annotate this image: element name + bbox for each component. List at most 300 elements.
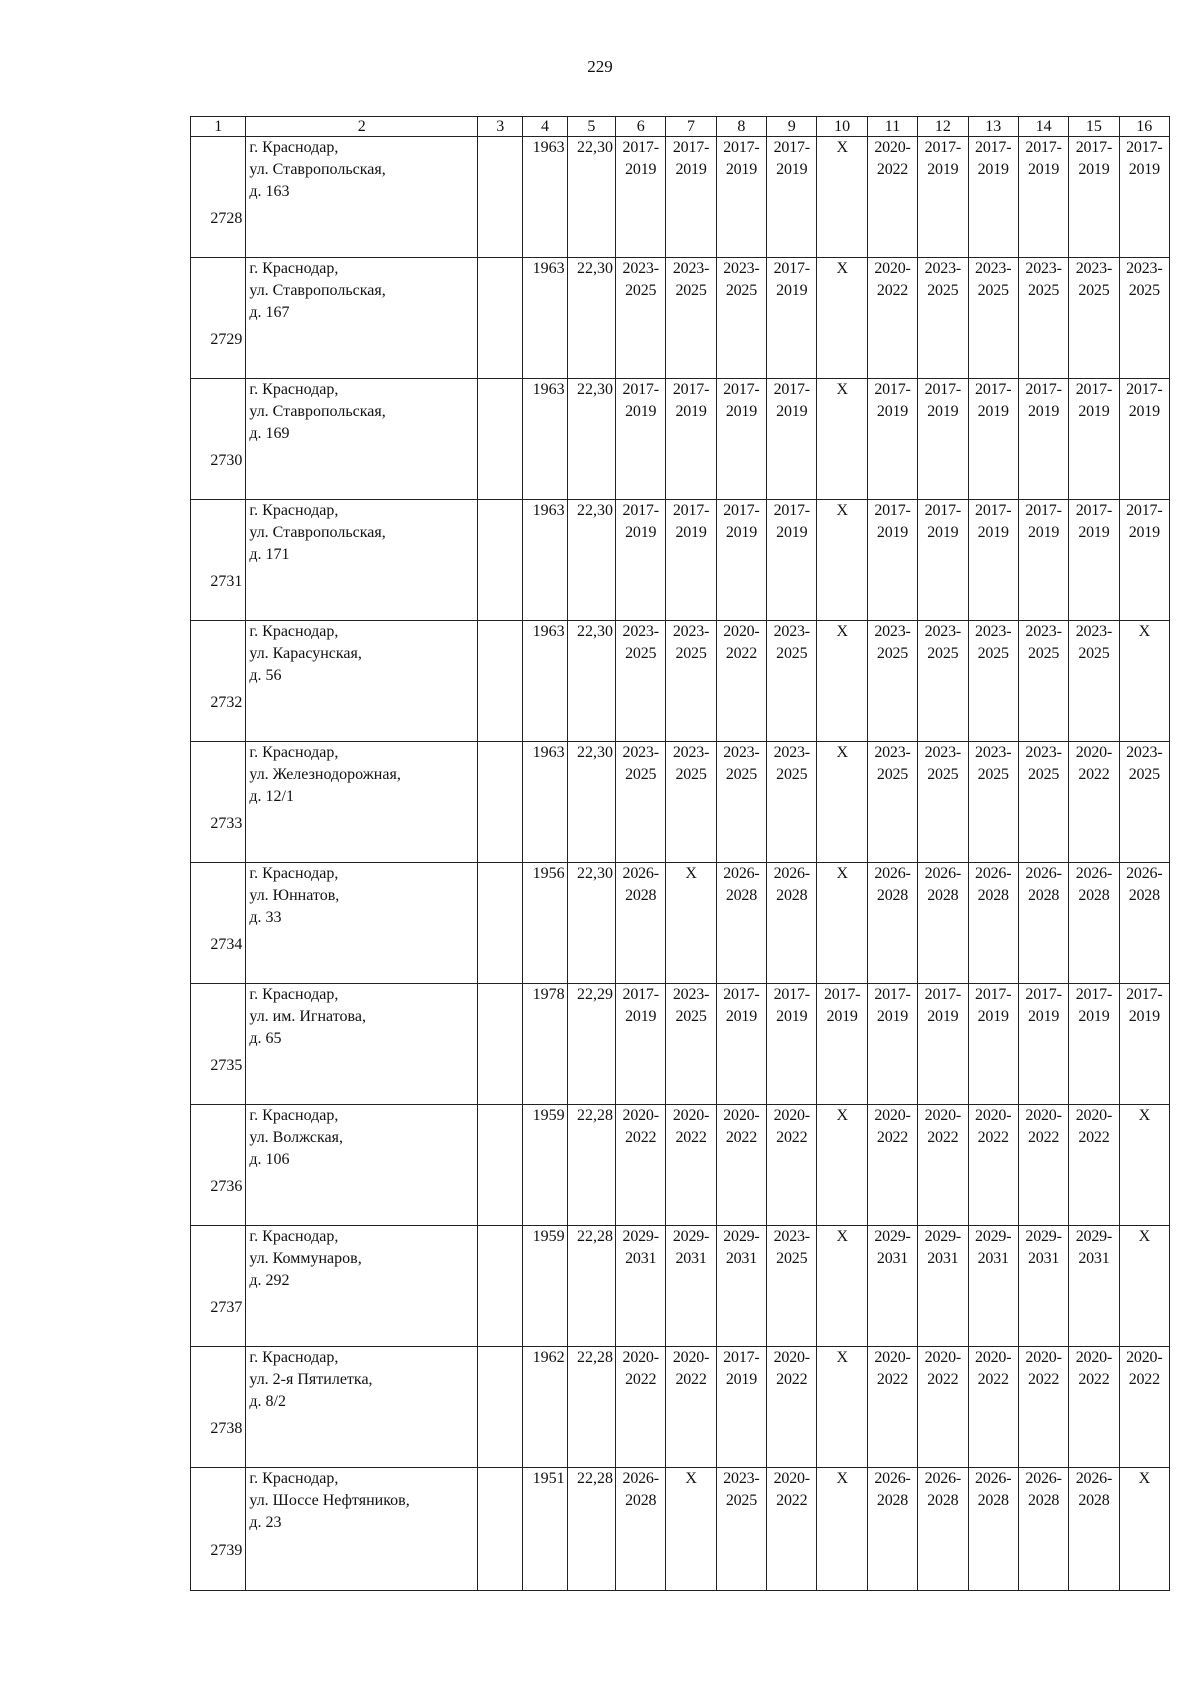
period-line: 2025 (776, 766, 808, 783)
period-cell-col-10 (817, 137, 867, 258)
period-cell-col-10 (817, 1347, 867, 1468)
period-line: 2020- (723, 623, 760, 640)
period-line: 2017- (1075, 381, 1113, 398)
period-line: 2026- (1075, 865, 1113, 882)
period-line: 2023- (874, 623, 911, 640)
column-header-3: 3 (478, 117, 523, 137)
column-3-cell (478, 742, 523, 863)
period-cell-col-8 (716, 137, 766, 258)
period-line: Х (836, 381, 848, 398)
period-line: 2031 (675, 1250, 707, 1267)
period-line: 2026- (773, 865, 810, 882)
period-line: 2017- (1126, 139, 1163, 156)
table-row (191, 863, 1170, 984)
period-cell-col-9 (767, 863, 817, 984)
period-line: 2025 (776, 1250, 808, 1267)
period-line: 2031 (725, 1250, 758, 1267)
period-line: 2023- (773, 623, 810, 640)
period-line: Х (685, 865, 697, 882)
period-line: 2017- (723, 502, 760, 519)
period-line: 2019 (826, 1008, 858, 1025)
period-line: Х (836, 1228, 848, 1245)
period-cell-col-9 (767, 379, 817, 500)
period-line: 2017- (874, 381, 911, 398)
period-cell-col-11 (867, 500, 917, 621)
period-cell-col-12 (918, 621, 968, 742)
period-cell-col-14 (1018, 1105, 1068, 1226)
period-line: 2023- (672, 623, 710, 640)
period-line: 2023- (1025, 260, 1062, 277)
period-line: 2023- (622, 744, 659, 761)
period-cell-col-13 (968, 1226, 1018, 1347)
address-line: д. 292 (249, 1272, 290, 1289)
period-line: 2017- (622, 381, 659, 398)
period-line: Х (836, 865, 848, 882)
period-line: 2022 (1078, 1129, 1110, 1146)
period-line: 2019 (725, 524, 758, 541)
address-line: д. 56 (249, 667, 282, 684)
period-cell-col-12 (918, 742, 968, 863)
period-line: 2019 (725, 403, 758, 420)
period-line: 2019 (1027, 524, 1060, 541)
period-cell-col-15 (1069, 379, 1119, 500)
period-line: 2019 (625, 524, 657, 541)
table-row (191, 1226, 1170, 1347)
address-line: г. Краснодар, (249, 1470, 339, 1487)
period-line: 2020- (723, 1107, 760, 1124)
period-line: 2019 (776, 1008, 808, 1025)
column-3-cell (478, 258, 523, 379)
period-line: 2017- (975, 502, 1012, 519)
period-line: 2017- (975, 986, 1012, 1003)
period-cell-col-7 (666, 500, 716, 621)
address-cell (246, 500, 478, 621)
period-line: 2031 (625, 1250, 657, 1267)
period-line: 2025 (1027, 282, 1060, 299)
row-number: 2729 (191, 258, 246, 379)
period-line: 2023- (723, 260, 760, 277)
period-line: 2020- (773, 1107, 810, 1124)
address-cell (246, 742, 478, 863)
period-cell-col-6 (616, 984, 666, 1105)
period-cell-col-13 (968, 1468, 1018, 1591)
address-line: г. Краснодар, (249, 502, 339, 519)
period-cell-col-14 (1018, 621, 1068, 742)
period-line: 2017- (622, 502, 659, 519)
period-cell-col-6 (616, 621, 666, 742)
period-cell-col-16 (1119, 984, 1169, 1105)
period-line: 2028 (1078, 887, 1110, 904)
period-line: 2025 (1078, 645, 1110, 662)
period-line: 2019 (776, 524, 808, 541)
period-line: 2017- (924, 502, 962, 519)
period-line: 2025 (876, 645, 909, 662)
period-cell-col-7 (666, 984, 716, 1105)
period-line: 2017- (723, 139, 760, 156)
period-line: 2022 (725, 1129, 758, 1146)
address-line: г. Краснодар, (249, 1107, 339, 1124)
period-line: 2025 (725, 1492, 758, 1509)
address-line: г. Краснодар, (249, 1228, 339, 1245)
period-line: 2029- (622, 1228, 659, 1245)
period-line: 2025 (977, 282, 1009, 299)
column-3-cell (478, 1226, 523, 1347)
address-cell (246, 137, 478, 258)
period-cell-col-11 (867, 1468, 917, 1591)
period-cell-col-13 (968, 621, 1018, 742)
period-cell-col-10 (817, 1468, 867, 1591)
period-line: 2023- (924, 260, 962, 277)
row-number: 2728 (191, 137, 246, 258)
period-line: 2019 (625, 1008, 657, 1025)
period-cell-col-6 (616, 500, 666, 621)
period-line: 2029- (1075, 1228, 1113, 1245)
period-cell-col-13 (968, 1105, 1018, 1226)
address-line: д. 65 (249, 1030, 282, 1047)
period-line: 2022 (1128, 1371, 1160, 1388)
address-cell (246, 984, 478, 1105)
period-line: 2031 (1027, 1250, 1060, 1267)
period-cell-col-16 (1119, 1226, 1169, 1347)
period-line: 2025 (725, 766, 758, 783)
period-line: 2023- (975, 744, 1012, 761)
period-cell-col-11 (867, 621, 917, 742)
period-cell-col-6 (616, 742, 666, 863)
period-cell-col-13 (968, 742, 1018, 863)
period-line: 2020- (622, 1349, 659, 1366)
address-line: ул. Волжская, (249, 1129, 343, 1146)
period-line: 2026- (1126, 865, 1163, 882)
period-cell-col-9 (767, 1105, 817, 1226)
construction-year-cell: 1962 (523, 1347, 567, 1468)
period-line: 2022 (725, 645, 758, 662)
address-line: ул. Карасунская, (249, 645, 362, 662)
period-cell-col-14 (1018, 500, 1068, 621)
address-line: д. 33 (249, 909, 282, 926)
period-cell-col-6 (616, 258, 666, 379)
period-line: 2019 (927, 403, 959, 420)
period-line: 2017- (924, 139, 962, 156)
period-cell-col-14 (1018, 1468, 1068, 1591)
period-line: 2025 (1027, 766, 1060, 783)
period-line: 2017- (823, 986, 861, 1003)
period-line: 2025 (1128, 766, 1160, 783)
period-line: 2017- (773, 139, 810, 156)
period-line: 2019 (977, 524, 1009, 541)
period-line: 2022 (876, 282, 909, 299)
period-line: 2023- (1025, 623, 1062, 640)
period-line: 2020- (874, 1107, 911, 1124)
period-cell-col-7 (666, 1347, 716, 1468)
period-cell-col-15 (1069, 137, 1119, 258)
period-line: 2017- (723, 986, 760, 1003)
column-header-6: 6 (616, 117, 666, 137)
period-line: 2022 (927, 1371, 959, 1388)
period-line: Х (836, 623, 848, 640)
period-line: 2023- (672, 986, 710, 1003)
period-line: Х (836, 139, 848, 156)
period-cell-col-7 (666, 1105, 716, 1226)
period-cell-col-12 (918, 500, 968, 621)
column-header-8: 8 (716, 117, 766, 137)
period-line: 2020- (924, 1349, 962, 1366)
period-line: 2025 (977, 645, 1009, 662)
period-cell-col-15 (1069, 500, 1119, 621)
column-3-cell (478, 1347, 523, 1468)
period-cell-col-11 (867, 258, 917, 379)
period-line: 2023- (874, 744, 911, 761)
period-line: 2022 (977, 1371, 1009, 1388)
period-line: 2017- (1025, 502, 1062, 519)
period-cell-col-11 (867, 1105, 917, 1226)
address-line: г. Краснодар, (249, 381, 339, 398)
construction-year-cell: 1963 (523, 500, 567, 621)
address-line: ул. Ставропольская, (249, 161, 386, 178)
period-cell-col-16 (1119, 137, 1169, 258)
construction-year-cell: 1959 (523, 1105, 567, 1226)
period-cell-col-14 (1018, 863, 1068, 984)
column-3-cell (478, 1105, 523, 1226)
table-body (191, 137, 1170, 1591)
period-cell-col-11 (867, 742, 917, 863)
period-cell-col-8 (716, 1347, 766, 1468)
period-line: 2022 (876, 161, 909, 178)
period-line: 2019 (625, 161, 657, 178)
period-line: 2023- (1126, 260, 1163, 277)
address-line: ул. 2-я Пятилетка, (249, 1371, 373, 1388)
address-line: д. 163 (249, 183, 290, 200)
period-line: 2020- (975, 1107, 1012, 1124)
address-line: ул. Коммунаров, (249, 1250, 362, 1267)
period-cell-col-9 (767, 742, 817, 863)
period-line: 2025 (876, 766, 909, 783)
column-header-13: 13 (968, 117, 1018, 137)
period-cell-col-8 (716, 863, 766, 984)
period-line: 2025 (675, 1008, 707, 1025)
construction-year-cell: 1951 (523, 1468, 567, 1591)
address-cell (246, 1468, 478, 1591)
row-number: 2735 (191, 984, 246, 1105)
address-line: д. 8/2 (249, 1393, 286, 1410)
period-cell-col-15 (1069, 258, 1119, 379)
period-line: 2028 (927, 1492, 959, 1509)
address-cell (246, 258, 478, 379)
rate-value-cell: 22,29 (567, 984, 615, 1105)
period-line: 2022 (675, 1371, 707, 1388)
period-line: 2031 (927, 1250, 959, 1267)
period-line: 2025 (977, 766, 1009, 783)
period-line: 2020- (1075, 744, 1113, 761)
period-line: 2017- (672, 381, 710, 398)
period-cell-col-11 (867, 137, 917, 258)
construction-year-cell: 1963 (523, 379, 567, 500)
period-line: 2019 (1128, 524, 1160, 541)
table-row (191, 1347, 1170, 1468)
row-number: 2734 (191, 863, 246, 984)
period-line: 2023- (975, 260, 1012, 277)
period-line: Х (836, 1107, 848, 1124)
address-line: ул. Ставропольская, (249, 282, 386, 299)
row-number: 2738 (191, 1347, 246, 1468)
period-line: 2022 (876, 1129, 909, 1146)
column-header-14: 14 (1018, 117, 1068, 137)
period-line: 2025 (776, 645, 808, 662)
period-line: 2022 (776, 1129, 808, 1146)
period-line: 2017- (1126, 986, 1163, 1003)
period-line: Х (836, 260, 848, 277)
period-line: 2026- (975, 865, 1012, 882)
period-line: 2017- (924, 986, 962, 1003)
construction-year-cell: 1963 (523, 621, 567, 742)
period-line: 2023- (1126, 744, 1163, 761)
period-cell-col-7 (666, 621, 716, 742)
address-line: ул. Ставропольская, (249, 524, 386, 541)
rate-value-cell: 22,30 (567, 742, 615, 863)
period-cell-col-15 (1069, 1105, 1119, 1226)
rate-value-cell: 22,28 (567, 1226, 615, 1347)
period-line: 2017- (975, 381, 1012, 398)
address-line: г. Краснодар, (249, 139, 339, 156)
row-number: 2736 (191, 1105, 246, 1226)
column-header-9: 9 (767, 117, 817, 137)
period-cell-col-7 (666, 137, 716, 258)
period-cell-col-16 (1119, 1105, 1169, 1226)
address-line: д. 171 (249, 546, 290, 563)
period-line: 2022 (776, 1492, 808, 1509)
period-cell-col-6 (616, 379, 666, 500)
period-cell-col-16 (1119, 742, 1169, 863)
column-header-15: 15 (1069, 117, 1119, 137)
period-line: 2026- (622, 1470, 659, 1487)
period-line: 2028 (1128, 887, 1160, 904)
address-line: г. Краснодар, (249, 1349, 339, 1366)
period-cell-col-10 (817, 379, 867, 500)
period-line: 2019 (1128, 403, 1160, 420)
address-line: д. 23 (249, 1514, 282, 1531)
period-line: 2017- (975, 139, 1012, 156)
period-line: 2029- (672, 1228, 710, 1245)
period-line: 2020- (1025, 1107, 1062, 1124)
period-cell-col-16 (1119, 500, 1169, 621)
period-line: 2019 (725, 1008, 758, 1025)
period-cell-col-14 (1018, 137, 1068, 258)
period-cell-col-10 (817, 863, 867, 984)
period-line: 2019 (927, 524, 959, 541)
period-line: 2019 (1027, 1008, 1060, 1025)
period-line: 2028 (927, 887, 959, 904)
period-line: 2020- (1075, 1349, 1113, 1366)
period-line: 2019 (625, 403, 657, 420)
address-cell (246, 1105, 478, 1226)
period-cell-col-10 (817, 258, 867, 379)
column-3-cell (478, 984, 523, 1105)
period-line: 2031 (977, 1250, 1009, 1267)
address-line: г. Краснодар, (249, 744, 339, 761)
rate-value-cell: 22,30 (567, 500, 615, 621)
period-line: 2026- (975, 1470, 1012, 1487)
address-cell (246, 621, 478, 742)
period-line: 2019 (927, 161, 959, 178)
construction-year-cell: 1978 (523, 984, 567, 1105)
period-line: 2023- (773, 1228, 810, 1245)
period-line: 2017- (1025, 986, 1062, 1003)
period-line: 2023- (723, 744, 760, 761)
period-line: 2028 (876, 887, 909, 904)
period-line: 2020- (773, 1470, 810, 1487)
row-number: 2739 (191, 1468, 246, 1591)
period-line: 2017- (1075, 139, 1113, 156)
table-row (191, 137, 1170, 258)
rate-value-cell: 22,30 (567, 863, 615, 984)
address-line: д. 169 (249, 425, 290, 442)
period-line: 2022 (776, 1371, 808, 1388)
table-row (191, 1468, 1170, 1591)
period-line: 2019 (725, 161, 758, 178)
row-number: 2730 (191, 379, 246, 500)
construction-year-cell: 1959 (523, 1226, 567, 1347)
period-cell-col-8 (716, 1226, 766, 1347)
table-row (191, 258, 1170, 379)
period-line: 2017- (773, 381, 810, 398)
period-line: 2026- (874, 1470, 911, 1487)
period-line: 2017- (1025, 139, 1062, 156)
period-line: 2020- (622, 1107, 659, 1124)
period-line: 2023- (672, 260, 710, 277)
address-line: д. 106 (249, 1151, 290, 1168)
period-cell-col-9 (767, 137, 817, 258)
period-line: 2019 (876, 1008, 909, 1025)
period-cell-col-9 (767, 258, 817, 379)
period-line: 2019 (1078, 403, 1110, 420)
column-header-5: 5 (567, 117, 615, 137)
period-cell-col-12 (918, 1226, 968, 1347)
period-cell-col-14 (1018, 258, 1068, 379)
period-line: 2026- (622, 865, 659, 882)
period-line: 2026- (1025, 865, 1062, 882)
period-line: 2017- (1126, 381, 1163, 398)
period-line: 2019 (977, 161, 1009, 178)
period-cell-col-7 (666, 258, 716, 379)
period-line: 2026- (723, 865, 760, 882)
column-header-4: 4 (523, 117, 567, 137)
column-3-cell (478, 137, 523, 258)
period-cell-col-9 (767, 1347, 817, 1468)
period-line: 2025 (927, 282, 959, 299)
period-line: 2020- (874, 260, 911, 277)
period-line: 2019 (675, 524, 707, 541)
period-line: 2023- (622, 623, 659, 640)
period-cell-col-11 (867, 379, 917, 500)
period-cell-col-8 (716, 1105, 766, 1226)
period-cell-col-8 (716, 984, 766, 1105)
period-cell-col-11 (867, 863, 917, 984)
period-line: 2028 (625, 887, 657, 904)
period-line: 2019 (876, 524, 909, 541)
period-cell-col-14 (1018, 1226, 1068, 1347)
period-line: 2022 (927, 1129, 959, 1146)
period-cell-col-6 (616, 1347, 666, 1468)
column-number-header-row (191, 117, 1170, 137)
period-cell-col-13 (968, 500, 1018, 621)
period-line: 2019 (675, 161, 707, 178)
period-line: 2029- (1025, 1228, 1062, 1245)
address-line: ул. Юннатов, (249, 887, 340, 904)
period-cell-col-9 (767, 500, 817, 621)
address-line: ул. Железнодорожная, (249, 766, 401, 783)
period-cell-col-8 (716, 621, 766, 742)
period-line: 2017- (1025, 381, 1062, 398)
column-header-11: 11 (867, 117, 917, 137)
